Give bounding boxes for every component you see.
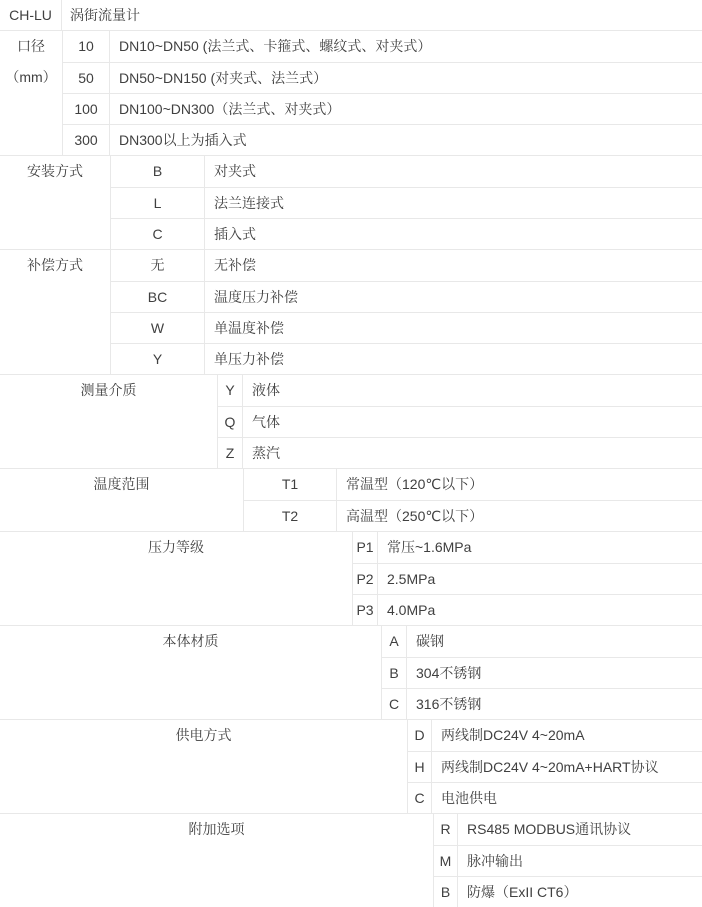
section-rows	[217, 375, 702, 468]
section-compensation	[0, 249, 702, 374]
table-row	[433, 876, 702, 907]
option-desc: 电池供电	[441, 790, 497, 806]
option-code: A	[381, 626, 407, 657]
selection-sections	[0, 30, 702, 907]
section-rows	[433, 814, 702, 907]
table-row	[407, 782, 702, 813]
option-code: W	[110, 313, 205, 343]
section-label-power-supply	[0, 720, 407, 813]
option-code: Y	[110, 344, 205, 374]
section-label-diameter	[0, 31, 62, 155]
option-desc: 法兰连接式	[214, 195, 284, 211]
option-code: B	[433, 877, 458, 907]
table-row	[217, 406, 702, 437]
option-desc: 蒸汽	[252, 445, 280, 461]
option-code: C	[407, 783, 432, 813]
table-row	[110, 281, 702, 312]
option-desc: 2.5MPa	[387, 571, 436, 587]
section-diameter	[0, 30, 702, 155]
section-label-temperature	[0, 469, 243, 531]
model-code: CH-LU	[0, 0, 62, 30]
table-row	[407, 720, 702, 751]
section-rows	[381, 626, 702, 719]
option-code: P2	[352, 564, 378, 594]
section-label-body-material	[0, 626, 381, 719]
option-code: M	[433, 846, 458, 876]
table-row	[110, 218, 702, 249]
model-name: 涡街流量计	[70, 7, 140, 23]
table-row	[352, 594, 702, 625]
option-desc: 防爆（ExII CT6）	[467, 884, 578, 900]
option-desc: 脉冲输出	[467, 853, 523, 869]
table-row	[381, 657, 702, 688]
option-desc: 无补偿	[214, 257, 256, 273]
option-code: T2	[243, 501, 337, 531]
section-temperature	[0, 468, 702, 531]
table-row	[110, 250, 702, 281]
table-row	[110, 312, 702, 343]
option-desc: 插入式	[214, 226, 256, 242]
option-code: D	[407, 720, 432, 751]
option-code: 50	[62, 63, 110, 93]
section-installation	[0, 155, 702, 249]
option-desc: 单压力补偿	[214, 351, 284, 367]
option-desc: 碳钢	[416, 633, 444, 649]
section-label-line: 口径	[17, 38, 45, 54]
option-desc: DN50~DN150 (对夹式、法兰式）	[119, 70, 328, 86]
option-desc: DN10~DN50 (法兰式、卡箍式、螺纹式、对夹式）	[119, 38, 432, 54]
section-rows	[62, 31, 702, 155]
section-label-line: 补偿方式	[27, 257, 83, 273]
option-desc: 4.0MPa	[387, 602, 436, 618]
table-row	[433, 845, 702, 876]
option-code: BC	[110, 282, 205, 312]
option-code: P3	[352, 595, 378, 625]
section-label-additional-options	[0, 814, 433, 907]
option-desc: 316不锈钢	[416, 696, 482, 712]
section-rows	[243, 469, 702, 531]
table-row	[352, 563, 702, 594]
option-code: B	[381, 658, 407, 688]
option-desc: 单温度补偿	[214, 320, 284, 336]
section-rows	[352, 532, 702, 625]
section-rows	[407, 720, 702, 813]
table-row	[62, 93, 702, 124]
option-code: 100	[62, 94, 110, 124]
section-power-supply	[0, 719, 702, 813]
table-row	[62, 124, 702, 155]
option-desc: 两线制DC24V 4~20mA+HART协议	[441, 759, 659, 775]
table-row	[381, 688, 702, 719]
table-row	[217, 375, 702, 406]
option-desc: DN300以上为插入式	[119, 132, 247, 148]
option-desc: 高温型（250℃以下）	[346, 508, 484, 524]
table-row	[110, 156, 702, 187]
option-code: C	[381, 689, 407, 719]
option-desc: 常压~1.6MPa	[387, 539, 472, 555]
section-label-line: 安装方式	[27, 163, 83, 179]
option-code: Y	[217, 375, 243, 406]
option-desc: 304不锈钢	[416, 665, 482, 681]
table-row	[352, 532, 702, 563]
section-medium	[0, 374, 702, 468]
table-row	[381, 626, 702, 657]
option-desc: DN100~DN300（法兰式、对夹式）	[119, 101, 341, 117]
section-label-medium	[0, 375, 217, 468]
option-desc: 气体	[252, 414, 280, 430]
option-code: R	[433, 814, 458, 845]
table-row	[243, 500, 702, 531]
section-label-installation	[0, 156, 110, 249]
option-code: 10	[62, 31, 110, 62]
table-row	[407, 751, 702, 782]
option-code: Q	[217, 407, 243, 437]
option-code: 300	[62, 125, 110, 155]
option-desc: 温度压力补偿	[214, 289, 298, 305]
option-code: Z	[217, 438, 243, 468]
option-desc: RS485 MODBUS通讯协议	[467, 821, 632, 837]
option-code: P1	[352, 532, 378, 563]
table-row	[243, 469, 702, 500]
option-code: C	[110, 219, 205, 249]
section-label-line: 本体材质	[162, 633, 219, 649]
table-row	[62, 62, 702, 93]
option-code: 无	[110, 250, 205, 281]
section-label-line: 测量介质	[80, 382, 137, 398]
section-label-compensation	[0, 250, 110, 374]
option-code: H	[407, 752, 432, 782]
section-pressure	[0, 531, 702, 625]
option-code: L	[110, 188, 205, 218]
table-row	[433, 814, 702, 845]
section-label-line: 供电方式	[175, 727, 232, 743]
section-label-pressure	[0, 532, 352, 625]
option-code: B	[110, 156, 205, 187]
option-code: T1	[243, 469, 337, 500]
section-label-line: 附加选项	[188, 821, 245, 837]
option-desc: 液体	[252, 382, 280, 398]
section-additional-options	[0, 813, 702, 907]
model-row	[0, 0, 702, 30]
section-label-line: （mm）	[5, 69, 57, 85]
section-rows	[110, 156, 702, 249]
option-desc: 对夹式	[214, 163, 256, 179]
table-row	[110, 187, 702, 218]
table-row	[110, 343, 702, 374]
section-body-material	[0, 625, 702, 719]
option-desc: 两线制DC24V 4~20mA	[441, 727, 585, 743]
option-desc: 常温型（120℃以下）	[346, 476, 484, 492]
section-rows	[110, 250, 702, 374]
section-label-line: 温度范围	[93, 476, 150, 492]
table-row	[62, 31, 702, 62]
table-row	[217, 437, 702, 468]
section-label-line: 压力等级	[148, 539, 204, 555]
